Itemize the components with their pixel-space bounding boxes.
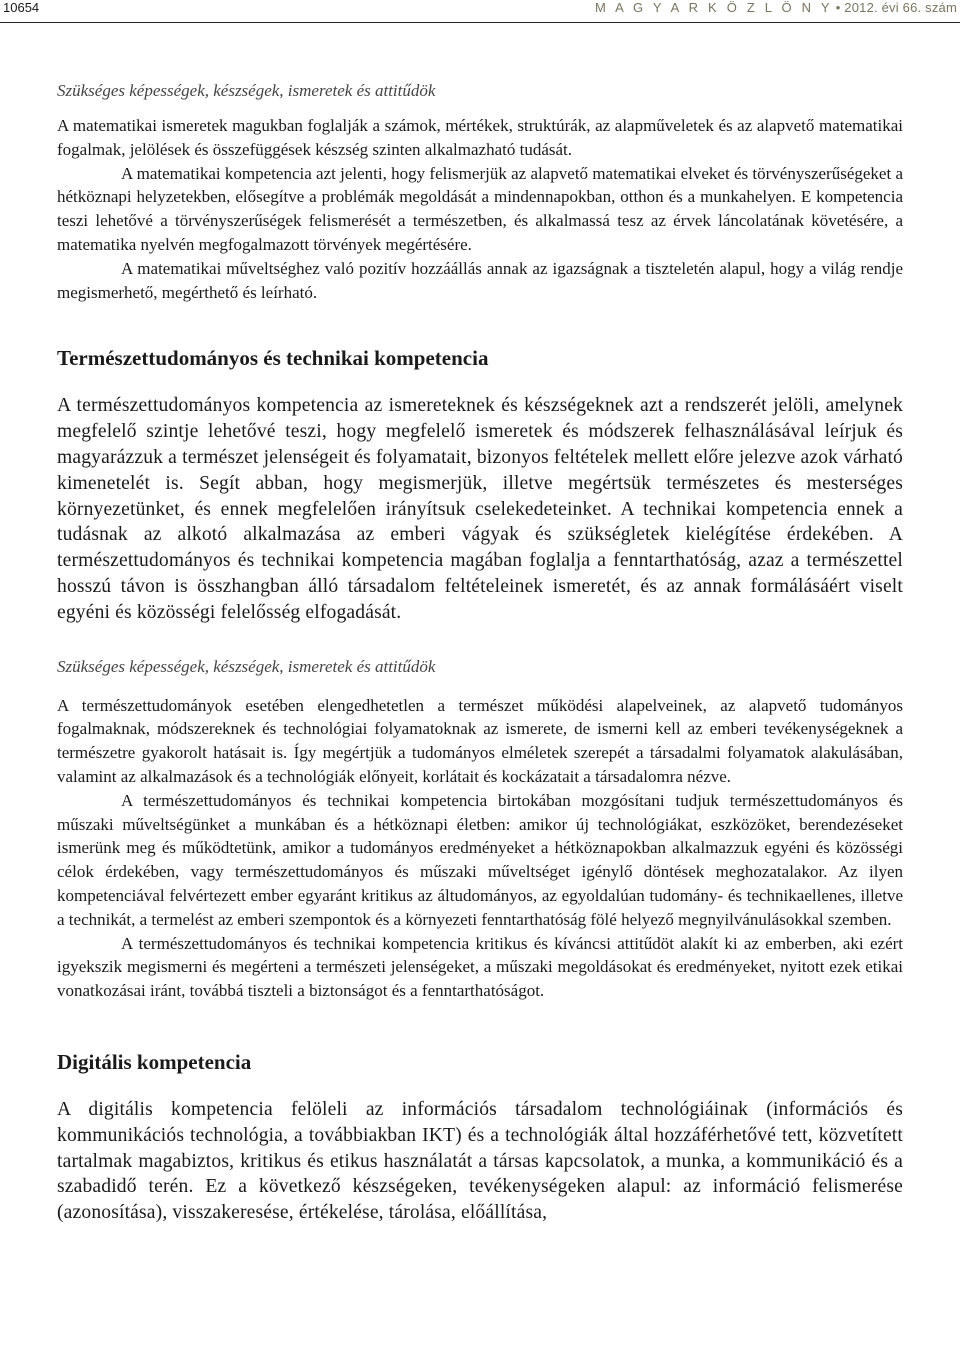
- paragraph: A természettudományos és technikai kompetencia kritikus és kíváncsi attitűdöt alakít ki az emberben, aki ezért igyekszik megismerni és megérteni a természeti jelenségeket, a műszaki megoldásokat és eredményeket, nyitott ezek etikai vonatkozásai iránt, továbbá tiszteli a biztonságot és a fenntarthatóságot.: [57, 933, 903, 1001]
- paragraph: A természettudományok esetében elengedhetetlen a természet működési alapelveinek, az alapvető tudományos fogalmaknak, módszereknek és technológiai folyamatoknak az ismerete, de ismerni kell az emberi tevékenységeknek a természetre gyakorolt hatásait is. Így megértjük a tudományos elméletek szerepét a társadalmi folyamatok alakulásában, valamint az alkalmazások és a technológiák előnyeit, korlátait és kockázatait a társadalomra nézve.: [57, 695, 903, 786]
- section-subtitle: Szükséges képességek, készségek, ismeretek és attitűdök: [57, 81, 436, 100]
- section-heading: Digitális kompetencia: [57, 1049, 252, 1074]
- paragraph: A természettudományos kompetencia az ismereteknek és készségeknek azt a rendszerét jelöli, amelynek megfelelő szintje lehetővé teszi, hogy megfelelő ismeretek és módszerek felhasználásával leírjuk és magyarázzuk a természet jelenségeit és folyamatait, bizonyos feltételek mellett előre jelezve azok várható kimenetelét is. Segít abban, hogy megismerjük, illetve megértsük természetes és mesterséges környezetünket, és ennek megfelelően irányítsuk cselekedeteinket. A technikai kompetencia ennek a tudásnak az alkotó alkalmazása az emberi vágyak és szükségletek kielégítése érdekében. A természettudományos és technikai kompetencia magában foglalja a fenntarthatóság, azaz a természettel hosszú távon is összhangban álló társadalom feltételeinek ismeretét, és az annak formálásáért viselt egyéni és közösségi felelősség elfogadását.: [57, 395, 903, 623]
- issue-info: • 2012. évi 66. szám: [835, 0, 957, 15]
- document-body: [57, 80, 903, 1226]
- running-header: [595, 0, 957, 15]
- journal-title: M A G Y A R K Ö Z L Ö N Y: [594, 0, 833, 15]
- section-heading: Természettudományos és technikai kompetencia: [57, 346, 489, 371]
- section-subtitle: Szükséges képességek, készségek, ismeretek és attitűdök: [57, 656, 436, 676]
- page-header: [0, 0, 960, 23]
- paragraph: A matematikai ismeretek magukban foglalják a számok, mértékek, struktúrák, az alapműveletek és az alapvető matematikai fogalmak, jelölések és összefüggések készség szinten alkalmazható tudását.: [57, 116, 903, 159]
- paragraph: A matematikai műveltséghez való pozitív hozzáállás annak az igazságnak a tiszteletén alapul, hogy a világ rendje megismerhető, megérthető és leírható.: [57, 258, 903, 302]
- paragraph: A matematikai kompetencia azt jelenti, hogy felismerjük az alapvető matematikai elveket és törvényszerűségeket a hétköznapi helyzetekben, elősegítve a problémák megoldását a mindennapokban, otthon és a munkahelyen. E kompetencia teszi lehetővé a törvényszerűségek felismerését a természetben, és alkalmassá tesz az érvek láncolatának követésére, a matematika nyelvén megfogalmazott törvények megértésére.: [57, 163, 903, 254]
- page-number: 10654: [3, 0, 40, 15]
- paragraph: A digitális kompetencia felöleli az információs társadalom technológiáinak (információs és kommunikációs technológia, a továbbiakban IKT) és a technológiák által hozzáférhetővé tett, közvetített tartalmak magabiztos, kritikus és etikus használatát a társas kapcsolatok, a munka, a kommunikáció és a szabadidő terén. Ez a következő készségeken, tevékenységeken alapul: az információ felismerése (azonosítása), visszakeresése, értékelése, tárolása, előállítása,: [57, 1098, 903, 1224]
- paragraph: A természettudományos és technikai kompetencia birtokában mozgósítani tudjuk természettudományos és műszaki műveltségünket a munkában és a hétköznapi életben: amikor új technológiákat, eszközöket, berendezéseket ismerünk meg és működtetünk, amikor a tudományos eredményeket a hétköznapokban alkalmazzuk egyéni és közösségi célok érdekében, vagy természettudományos és műszaki műveltséget igénylő döntések meghozatalakor. Az ilyen kompetenciával felvértezett ember egyaránt kritikus az áltudományos, az egyoldalúan tudomány- és technikaellenes, illetve a technikát, a termelést az emberi szempontok és a környezeti fenntarthatóság fölé helyező megnyilvánulásokkal szemben.: [57, 790, 903, 929]
